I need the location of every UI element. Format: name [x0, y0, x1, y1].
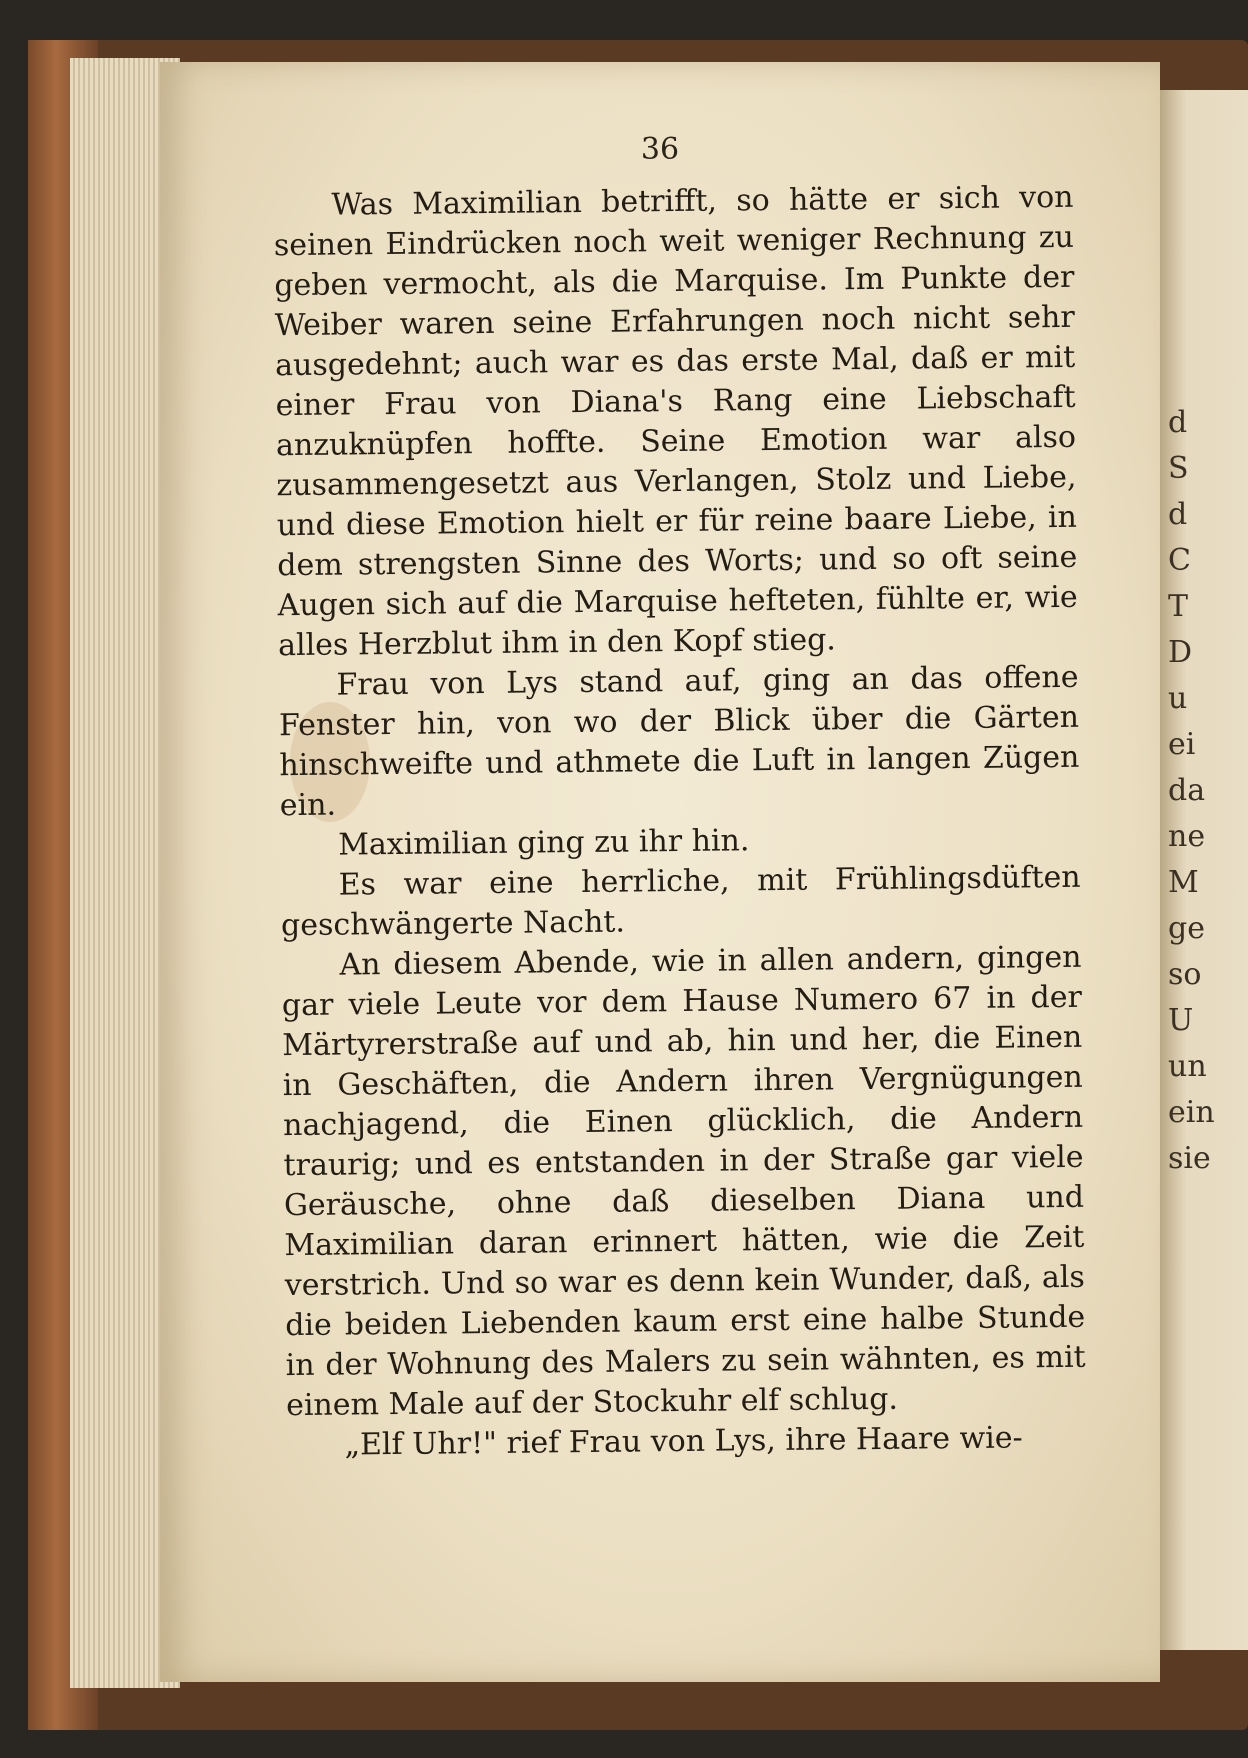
facing-line: d — [1168, 405, 1188, 440]
paragraph: „Elf Uhr!" rief Frau von Lys, ihre Haare wie- — [344, 1420, 1023, 1463]
paragraph: An diesem Abende, wie in allen andern, gingen gar viele Leute vor dem Hause Numero 67 in der Märtyrerstraße auf und ab, hin und her, die Einen in Geschäften, die Andern ihren Vergnügungen nachjagend, die Einen glücklich, die Andern traurig; und es entstanden in der Straße gar viele Geräusche, ohne daß dieselben Diana und Maximilian daran erinnert hätten, wie die Zeit verstrich. Und so war es denn kein Wunder, daß, als die beiden Liebenden kaum erst eine halbe Stunde in der Wohnung des Malers zu sein wähnten, es mit einem Male auf der Stockuhr elf schlug. — [281, 939, 1086, 1424]
paragraph: Frau von Lys stand auf, ging an das offene Fenster hin, von wo der Blick über die Gärten hinschweifte und athmete die Luft in langen Zügen ein. — [278, 659, 1080, 824]
facing-page-text — [1168, 400, 1238, 1182]
facing-line: d — [1168, 497, 1188, 532]
page-text — [273, 178, 1086, 1466]
page-number: 36 — [640, 132, 680, 167]
facing-line: S — [1168, 451, 1189, 486]
paragraph: Maximilian ging zu ihr hin. — [338, 823, 750, 863]
facing-line: so — [1168, 957, 1202, 992]
facing-line: u — [1168, 681, 1188, 716]
book-page — [160, 62, 1160, 1682]
facing-line: un — [1168, 1049, 1207, 1084]
facing-line: T — [1168, 589, 1189, 624]
facing-line: ein — [1168, 1095, 1215, 1130]
facing-line: C — [1168, 543, 1191, 578]
paragraph: Was Maximilian betrifft, so hätte er sich von seinen Eindrücken noch weit weniger Rechnung zu geben vermocht, als die Marquise. Im Punkte der Weiber waren seine Erfahrungen noch nicht sehr ausgedehnt; auch war es das erste Mal, daß er mit einer Frau von Diana's Rang eine Liebschaft anzuknüpfen hoffte. Seine Emotion war also zusammengesetzt aus Verlangen, Stolz und Liebe, und diese Emotion hielt er für reine baare Liebe, in dem strengsten Sinne des Worts; und so oft seine Augen sich auf die Marquise hefteten, fühlte er, wie alles Herzblut ihm in den Kopf stieg. — [273, 179, 1078, 664]
facing-line: M — [1168, 865, 1199, 900]
facing-line: U — [1168, 1003, 1194, 1038]
facing-line: da — [1168, 773, 1206, 808]
paragraph: Es war eine herrliche, mit Frühlingsdüften geschwängerte Nacht. — [280, 859, 1081, 944]
facing-line: ne — [1168, 819, 1206, 854]
facing-line: ei — [1168, 727, 1196, 762]
facing-line: sie — [1168, 1141, 1211, 1176]
facing-line: D — [1168, 635, 1193, 670]
facing-line: ge — [1168, 911, 1205, 946]
